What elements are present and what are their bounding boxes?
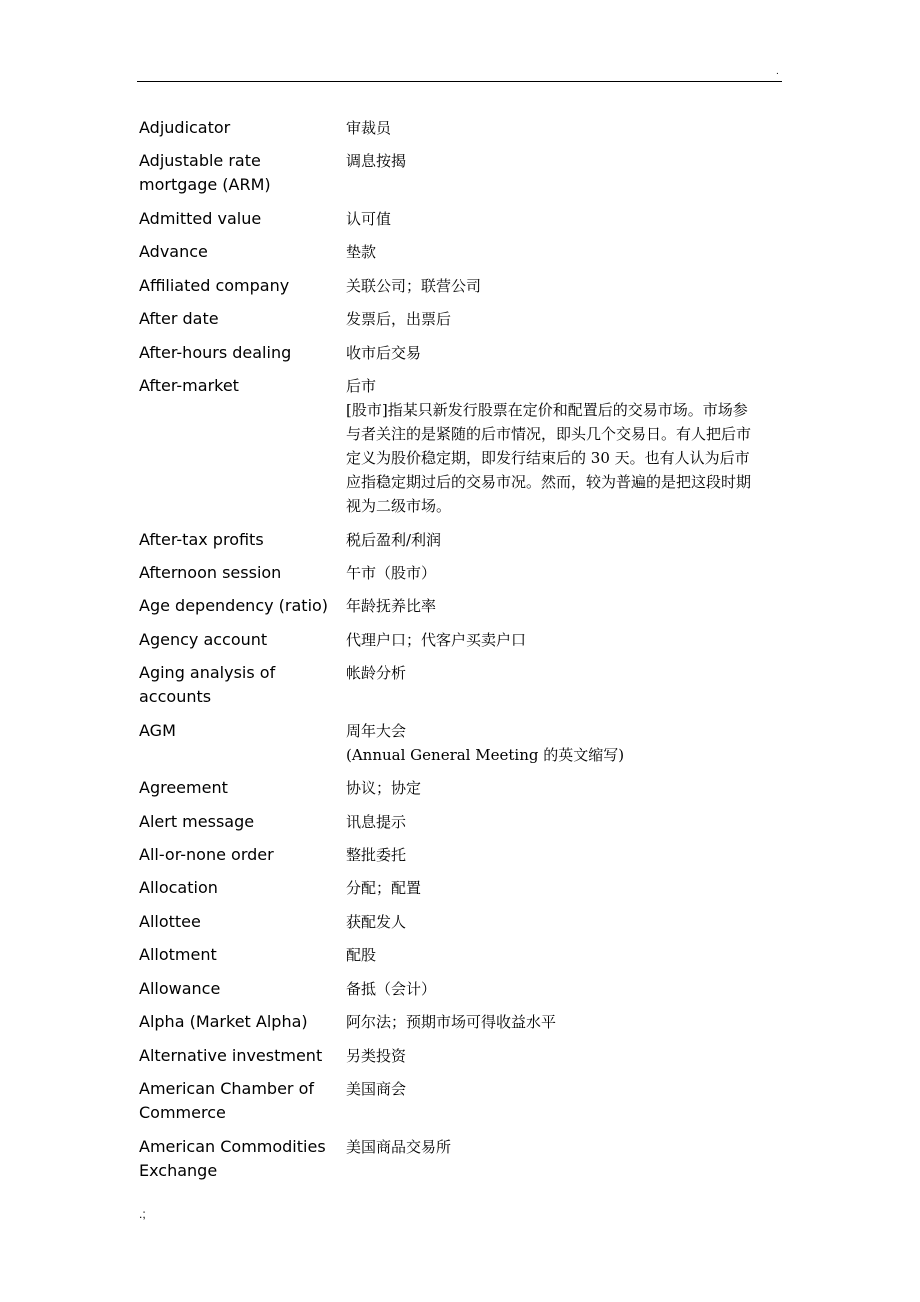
definition-line: 讯息提示: [346, 812, 407, 831]
definition-line: 税后盈利/利润: [346, 530, 442, 549]
glossary-term: Allottee: [139, 911, 201, 931]
glossary-entry: [139, 776, 784, 800]
definition-line: 代理户口；代客户买卖户口: [346, 630, 527, 649]
glossary-definition: [346, 776, 784, 800]
glossary-entry: [139, 1135, 784, 1183]
header-mark: .: [776, 66, 779, 77]
glossary-definition: [346, 661, 784, 685]
definition-line: 备抵（会计）: [346, 979, 437, 998]
glossary-definition: [346, 943, 784, 967]
definition-line: 分配；配置: [346, 879, 422, 898]
definition-line: 收市后交易: [346, 343, 422, 362]
definition-line: 视为二级市场。: [346, 497, 452, 516]
glossary-term: Admitted value: [139, 208, 262, 228]
definition-line: 美国商品交易所: [346, 1137, 452, 1156]
glossary-entry: [139, 528, 784, 552]
glossary-definition: [346, 977, 784, 1001]
glossary-definition: [346, 207, 784, 231]
glossary-term: Affiliated company: [139, 275, 290, 295]
glossary-entry: [139, 116, 784, 140]
definition-line: 调息按揭: [346, 152, 407, 171]
glossary-entry: [139, 374, 784, 518]
glossary-definition: [346, 1135, 784, 1159]
glossary-list: [139, 116, 784, 1192]
glossary-definition: [346, 561, 784, 585]
glossary-term: Alternative investment: [139, 1045, 323, 1065]
glossary-term: Aging analysis of accounts: [139, 663, 276, 707]
glossary-term: After-tax profits: [139, 529, 264, 549]
glossary-entry: [139, 628, 784, 652]
glossary-entry: [139, 719, 784, 767]
glossary-term: After date: [139, 309, 219, 329]
glossary-definition: [346, 843, 784, 867]
definition-line: 帐龄分析: [346, 664, 407, 683]
glossary-term: Afternoon session: [139, 562, 282, 582]
glossary-entry: [139, 1077, 784, 1125]
glossary-entry: [139, 240, 784, 264]
glossary-definition: [346, 528, 784, 552]
glossary-term: Agency account: [139, 629, 268, 649]
glossary-definition: [346, 1010, 784, 1034]
definition-line: 整批委托: [346, 846, 407, 864]
definition-line: 阿尔法；预期市场可得收益水平: [346, 1013, 557, 1032]
glossary-definition: [346, 876, 784, 900]
glossary-entry: [139, 943, 784, 967]
glossary-entry: [139, 977, 784, 1001]
glossary-definition: [346, 240, 784, 264]
glossary-term: After-market: [139, 376, 239, 396]
glossary-term: Advance: [139, 242, 208, 262]
definition-line: 与者关注的是紧随的后市情况，即头几个交易日。有人把后市: [346, 425, 752, 444]
glossary-term: Allotment: [139, 945, 217, 965]
glossary-term: American Chamber of Commerce: [139, 1079, 315, 1123]
glossary-definition: [346, 628, 784, 652]
glossary-entry: [139, 307, 784, 331]
glossary-definition: [346, 910, 784, 934]
glossary-entry: [139, 561, 784, 585]
glossary-entry: [139, 910, 784, 934]
glossary-entry: [139, 876, 784, 900]
glossary-definition: [346, 1044, 784, 1068]
glossary-definition: [346, 374, 784, 518]
definition-line: [股市]指某只新发行股票在定价和配置后的交易市场。市场参: [346, 401, 748, 420]
glossary-definition: [346, 149, 784, 173]
footer-mark: .;: [139, 1207, 146, 1221]
glossary-entry: [139, 661, 784, 709]
glossary-definition: [346, 274, 784, 298]
glossary-term: AGM: [139, 720, 176, 740]
glossary-term: Adjudicator: [139, 118, 231, 137]
definition-line: 美国商会: [346, 1080, 407, 1099]
definition-line: 垫款: [346, 243, 377, 262]
glossary-definition: [346, 307, 784, 331]
definition-line: 定义为股价稳定期，即发行结束后的 30 天。也有人认为后市: [346, 449, 750, 468]
glossary-term: Allowance: [139, 978, 221, 998]
definition-line: 应指稳定期过后的交易市况。然而，较为普遍的是把这段时期: [346, 473, 752, 492]
definition-line: (Annual General Meeting 的英文缩写): [346, 745, 625, 764]
definition-line: 关联公司；联营公司: [346, 276, 482, 295]
glossary-definition: [346, 719, 784, 767]
glossary-entry: [139, 1010, 784, 1034]
glossary-term: After-hours dealing: [139, 342, 292, 362]
glossary-term: Agreement: [139, 778, 228, 798]
definition-line: 后市: [346, 377, 377, 396]
glossary-entry: [139, 1044, 784, 1068]
glossary-term: Allocation: [139, 878, 218, 898]
glossary-definition: [346, 116, 784, 140]
glossary-entry: [139, 207, 784, 231]
glossary-definition: [346, 1077, 784, 1101]
definition-line: 午市（股市）: [346, 563, 437, 582]
glossary-term: Alert message: [139, 811, 255, 831]
definition-line: 获配发人: [346, 912, 407, 931]
definition-line: 配股: [346, 946, 377, 965]
definition-line: 协议；协定: [346, 779, 422, 798]
glossary-entry: [139, 594, 784, 618]
definition-line: 审裁员: [346, 119, 392, 137]
definition-line: 另类投资: [346, 1046, 407, 1065]
definition-line: 周年大会: [346, 721, 407, 740]
glossary-term: American Commodities Exchange: [139, 1136, 326, 1180]
glossary-entry: [139, 843, 784, 867]
definition-line: 认可值: [346, 209, 392, 228]
glossary-term: Alpha (Market Alpha): [139, 1012, 308, 1032]
definition-line: 年龄抚养比率: [346, 597, 437, 616]
glossary-term: Adjustable rate mortgage (ARM): [139, 151, 271, 195]
glossary-definition: [346, 810, 784, 834]
glossary-term: Age dependency (ratio): [139, 596, 329, 616]
glossary-entry: [139, 274, 784, 298]
glossary-entry: [139, 149, 784, 197]
glossary-definition: [346, 341, 784, 365]
glossary-term: All-or-none order: [139, 845, 274, 864]
glossary-definition: [346, 594, 784, 618]
definition-line: 发票后，出票后: [346, 310, 452, 329]
glossary-entry: [139, 810, 784, 834]
glossary-entry: [139, 341, 784, 365]
header-rule: [137, 81, 782, 82]
